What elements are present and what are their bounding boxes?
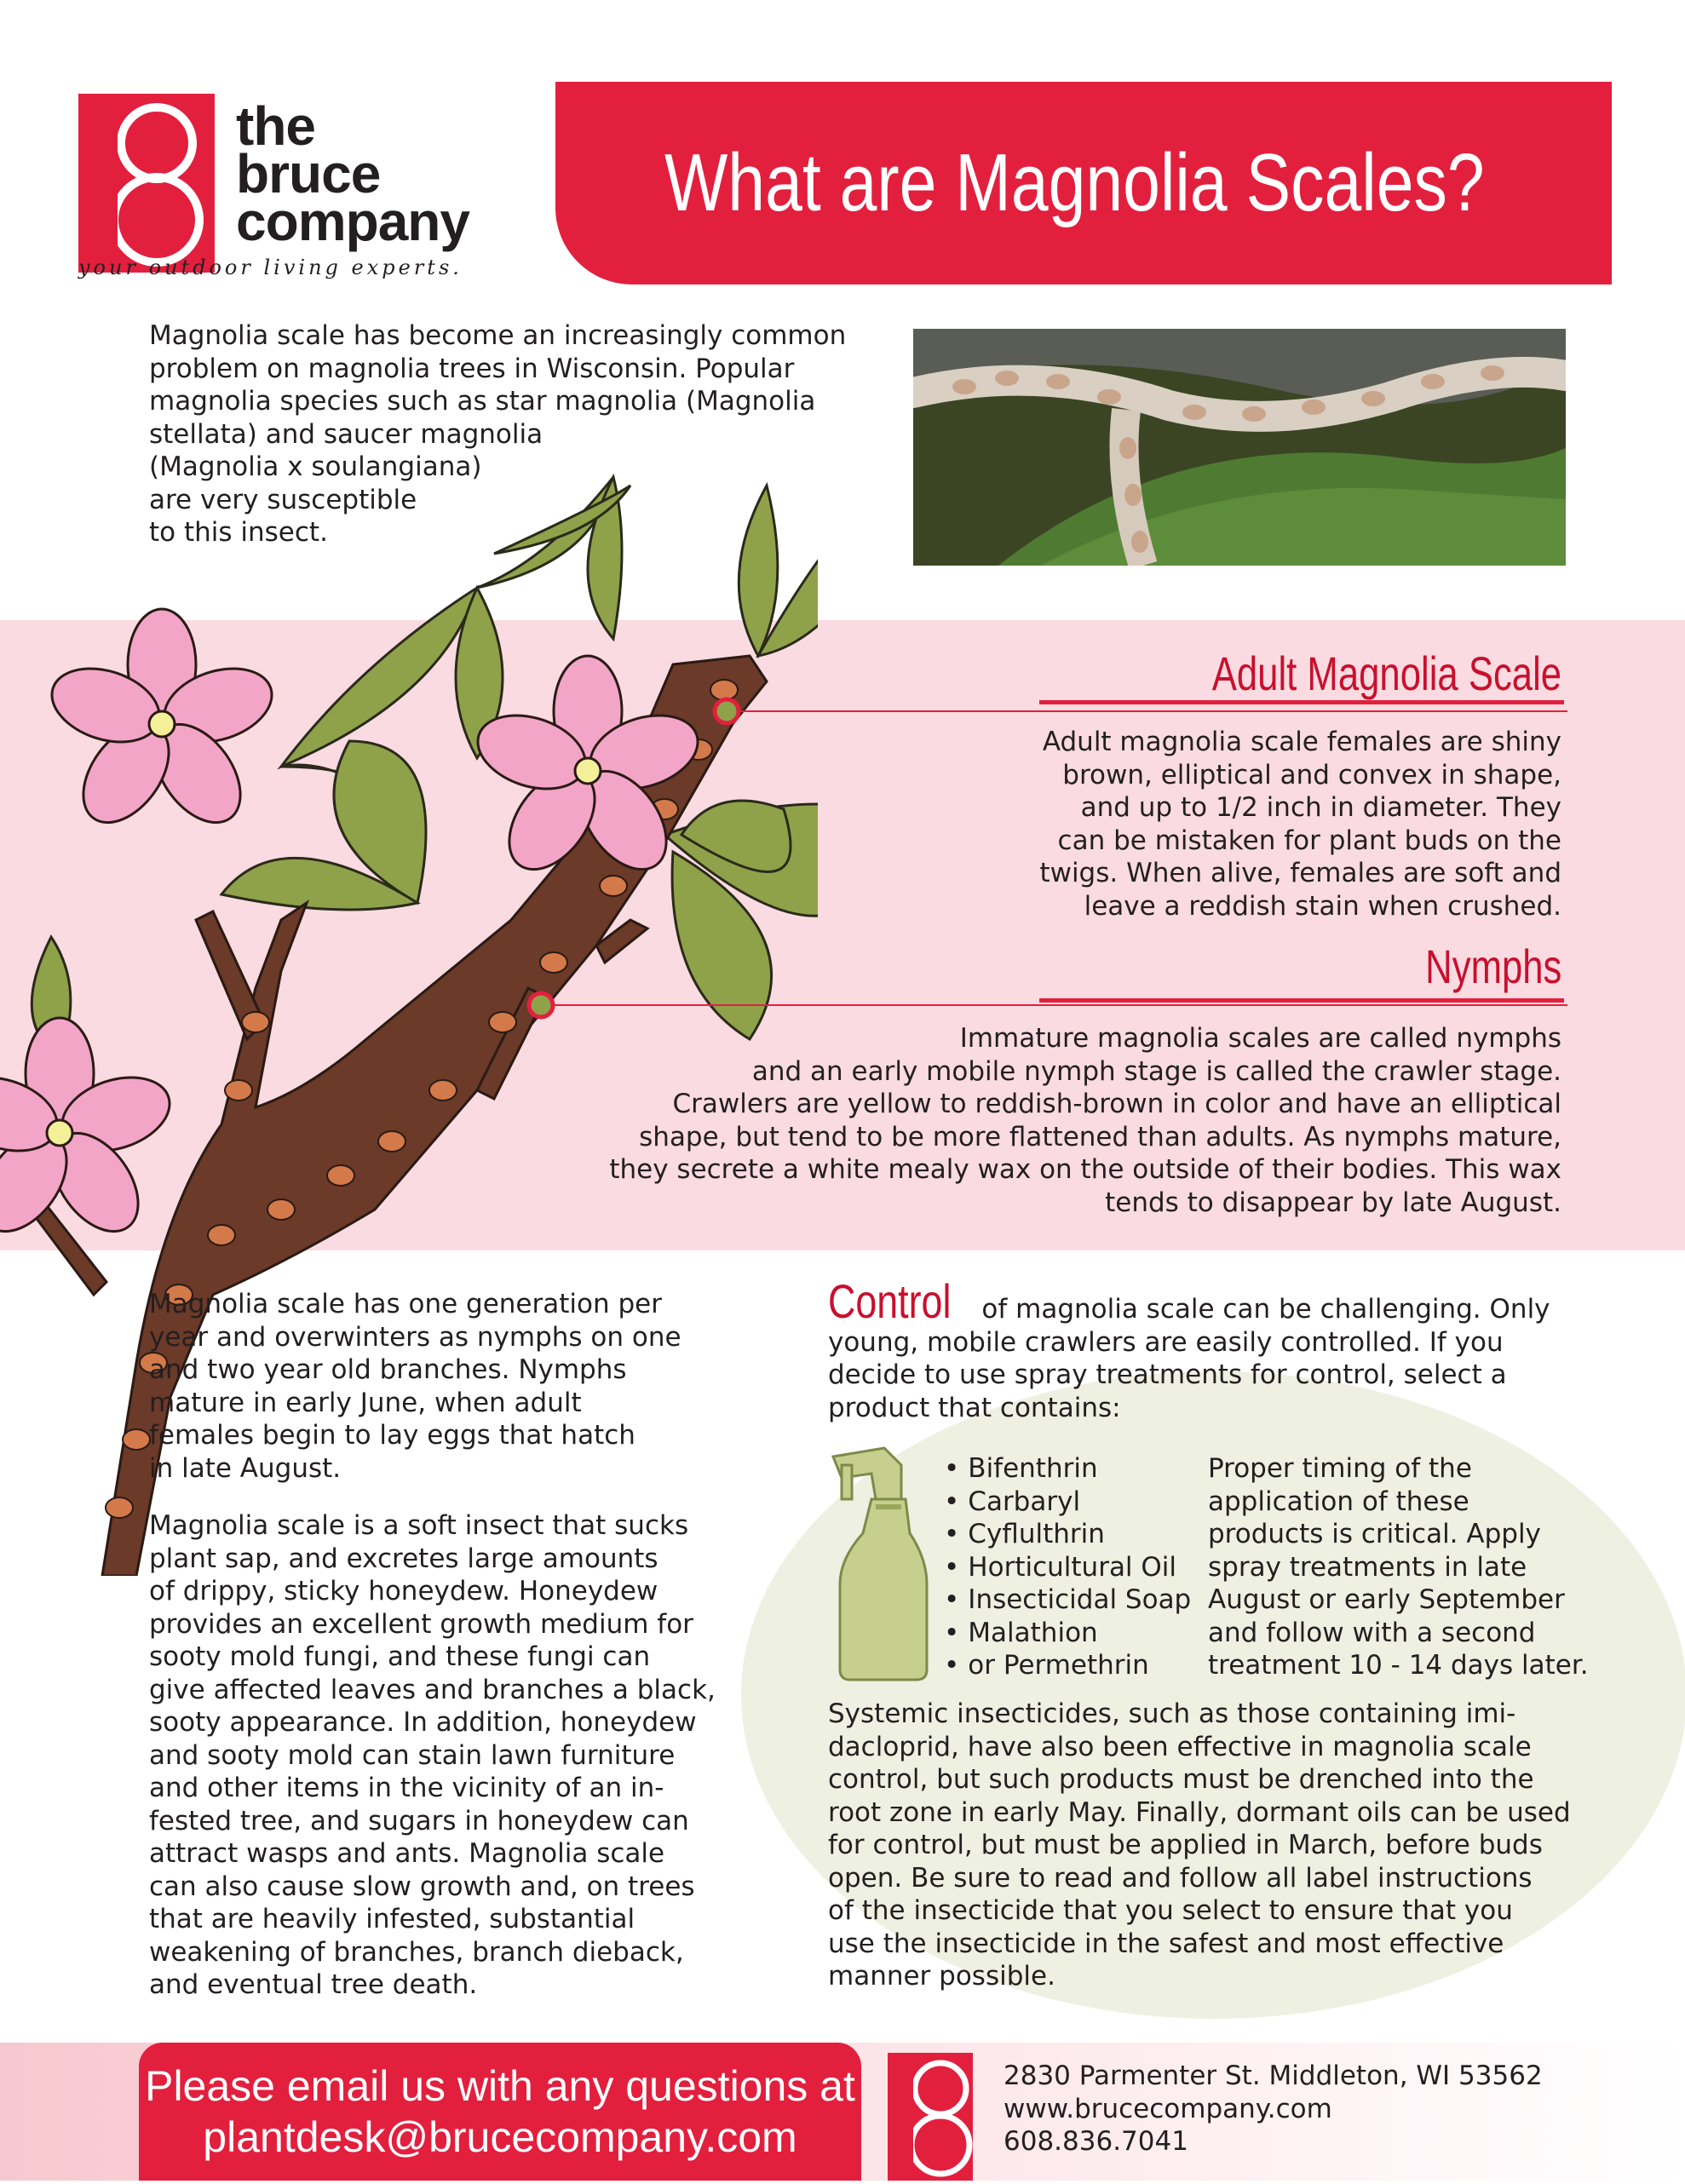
damage-line: plant sap, and excretes large amounts (149, 1543, 658, 1574)
footer-logo (888, 2053, 973, 2181)
nymphs-line: Crawlers are yellow to reddish-brown in color and have an elliptical (672, 1089, 1561, 1119)
phone[interactable]: 608.836.7041 (1004, 2126, 1188, 2157)
damage-line: and eventual tree death. (149, 1969, 478, 2000)
email-line-1: Please email us with any questions at (145, 2062, 855, 2110)
email-address-link[interactable]: plantdesk@brucecompany.com (203, 2113, 797, 2161)
damage-line: Magnolia scale is a soft insect that sucks (149, 1510, 689, 1541)
spray-bottle-icon (825, 1440, 944, 1687)
timing-line: and follow with a second (1208, 1617, 1536, 1648)
timing-line: Proper timing of the (1208, 1453, 1472, 1484)
footer-logo-b-icon (888, 2053, 973, 2181)
damage-line: attract wasps and ants. Magnolia scale (149, 1838, 665, 1869)
intro-line: stellata) and saucer magnolia (149, 418, 543, 450)
nymphs-line: shape, but tend to be more flattened than adults. As nymphs mature, (639, 1121, 1561, 1152)
product-item: • Malathion (944, 1617, 1191, 1650)
control-lead (828, 1274, 1578, 1328)
systemic-line: open. Be sure to read and follow all label instructions (828, 1862, 1533, 1894)
product-item: • Insecticidal Soap (944, 1583, 1191, 1617)
adult-line: Adult magnolia scale females are shiny (1042, 727, 1561, 757)
systemic-line: of the insecticide that you select to ensure that you (828, 1895, 1513, 1926)
damage-line: sooty mold fungi, and these fungi can (149, 1641, 651, 1672)
nymphs-line: tends to disappear by late August. (1105, 1187, 1561, 1218)
control-line: product that contains: (828, 1392, 1121, 1423)
systemic-line: manner possible. (828, 1961, 1055, 1991)
life-cycle-line: and two year old branches. Nymphs (149, 1354, 627, 1385)
logo-wordmark (236, 95, 469, 252)
logo-mark (78, 94, 215, 273)
nymphs-paragraph (454, 1022, 1561, 1219)
product-item: • Carbaryl (944, 1486, 1191, 1519)
page-title: What are Magnolia Scales? (664, 137, 1485, 228)
adult-line: leave a reddish stain when crushed. (1084, 890, 1561, 922)
systemic-line: control, but such products must be drenched into the (828, 1764, 1534, 1795)
damage-paragraph (149, 1509, 762, 2002)
damage-line: of drippy, sticky honeydew. Honeydew (149, 1576, 658, 1606)
systemic-line: use the insecticide in the safest and most effective (828, 1928, 1504, 1959)
nymphs-heading: Nymphs (1424, 940, 1561, 993)
damage-line: weakening of branches, branch dieback, (149, 1936, 684, 1968)
nymphs-line: and an early mobile nymph stage is called the crawler stage. (751, 1055, 1561, 1087)
timing-line: spray treatments in late (1208, 1551, 1527, 1583)
intro-line: problem on magnolia trees in Wisconsin. Popular (149, 353, 795, 384)
tagline: your outdoor living experts. (78, 256, 463, 279)
adult-paragraph (795, 726, 1561, 922)
systemic-line: root zone in early May. Finally, dormant oils can be used (828, 1796, 1571, 1828)
product-list (944, 1452, 1191, 1682)
control-heading: Control (828, 1274, 952, 1328)
damage-line: fested tree, and sugars in honeydew can (149, 1805, 689, 1836)
life-cycle-line: females begin to lay eggs that hatch (149, 1420, 635, 1451)
adult-line: brown, elliptical and convex in shape, (1062, 759, 1561, 790)
adult-heading-rule (1039, 700, 1564, 704)
timing-paragraph (1208, 1452, 1608, 1682)
damage-line: provides an excellent growth medium for (149, 1608, 693, 1640)
life-cycle-paragraph (149, 1288, 762, 1485)
damage-line: that are heavily infested, substantial (149, 1904, 635, 1934)
nymph-pointer-line (818, 1004, 1567, 1006)
control-line: young, mobile crawlers are easily controlled. If you (828, 1326, 1504, 1358)
product-item: • Bifenthrin (944, 1452, 1191, 1486)
systemic-line: Systemic insecticides, such as those containing imi- (828, 1698, 1516, 1729)
logo-word-2: bruce (236, 143, 381, 204)
intro-line: magnolia species such as star magnolia (Magnolia (149, 386, 816, 417)
contact-block (1004, 2060, 1543, 2158)
timing-line: products is critical. Apply (1208, 1519, 1541, 1549)
damage-line: and other items in the vicinity of an in- (149, 1773, 664, 1803)
systemic-line: dacloprid, have also been effective in magnolia scale (828, 1731, 1532, 1762)
life-cycle-line: Magnolia scale has one generation per (149, 1289, 662, 1319)
intro-line: are very susceptible (149, 484, 417, 515)
intro-line: (Magnolia x soulangiana) (149, 451, 482, 482)
systemic-line: for control, but must be applied in March, before buds (828, 1830, 1543, 1860)
timing-line: application of these (1208, 1486, 1469, 1517)
address: 2830 Parmenter St. Middleton, WI 53562 (1004, 2060, 1543, 2091)
logo-b-icon (78, 94, 215, 273)
timing-line: August or early September (1208, 1584, 1565, 1615)
life-cycle-line: year and overwinters as nymphs on one (149, 1321, 681, 1353)
adult-heading: Adult Magnolia Scale (1211, 647, 1561, 700)
intro-line: Magnolia scale has become an increasingly common (149, 320, 847, 351)
product-item: • Cyflulthrin (944, 1518, 1191, 1551)
product-item: • or Permethrin (944, 1649, 1191, 1682)
damage-line: give affected leaves and branches a black, (149, 1674, 716, 1705)
product-item: • Horticultural Oil (944, 1551, 1191, 1584)
life-cycle-line: mature in early June, when adult (149, 1387, 582, 1418)
life-cycle-line: in late August. (149, 1452, 342, 1484)
logo-word-1: the (236, 95, 315, 157)
systemic-paragraph (828, 1698, 1578, 1993)
email-callout (139, 2043, 861, 2181)
magnolia-scale-photo (913, 329, 1566, 566)
logo-word-3: company (236, 191, 469, 252)
nymphs-heading-rule (1039, 998, 1564, 1003)
adult-line: twigs. When alive, females are soft and (1039, 858, 1561, 888)
adult-line: can be mistaken for plant buds on the (1057, 825, 1561, 856)
company-logo (78, 94, 469, 277)
timing-line: treatment 10 - 14 days later. (1208, 1650, 1589, 1681)
control-intro (828, 1274, 1578, 1424)
damage-line: sooty appearance. In addition, honeydew (149, 1707, 697, 1738)
adult-line: and up to 1/2 inch in diameter. They (1080, 792, 1561, 823)
control-lead-line: of magnolia scale can be challenging. Only (981, 1294, 1550, 1325)
website-link[interactable]: www.brucecompany.com (1004, 2093, 1332, 2124)
damage-line: and sooty mold can stain lawn furniture (149, 1739, 676, 1771)
nymphs-line: Immature magnolia scales are called nymphs (959, 1023, 1561, 1054)
nymphs-line: they secrete a white mealy wax on the outside of their bodies. This wax (609, 1154, 1561, 1185)
intro-line: to this insect. (149, 517, 328, 548)
control-line: decide to use spray treatments for control, select a (828, 1359, 1507, 1390)
adult-pointer-line (818, 710, 1567, 712)
damage-line: can also cause slow growth and, on trees (149, 1871, 695, 1902)
